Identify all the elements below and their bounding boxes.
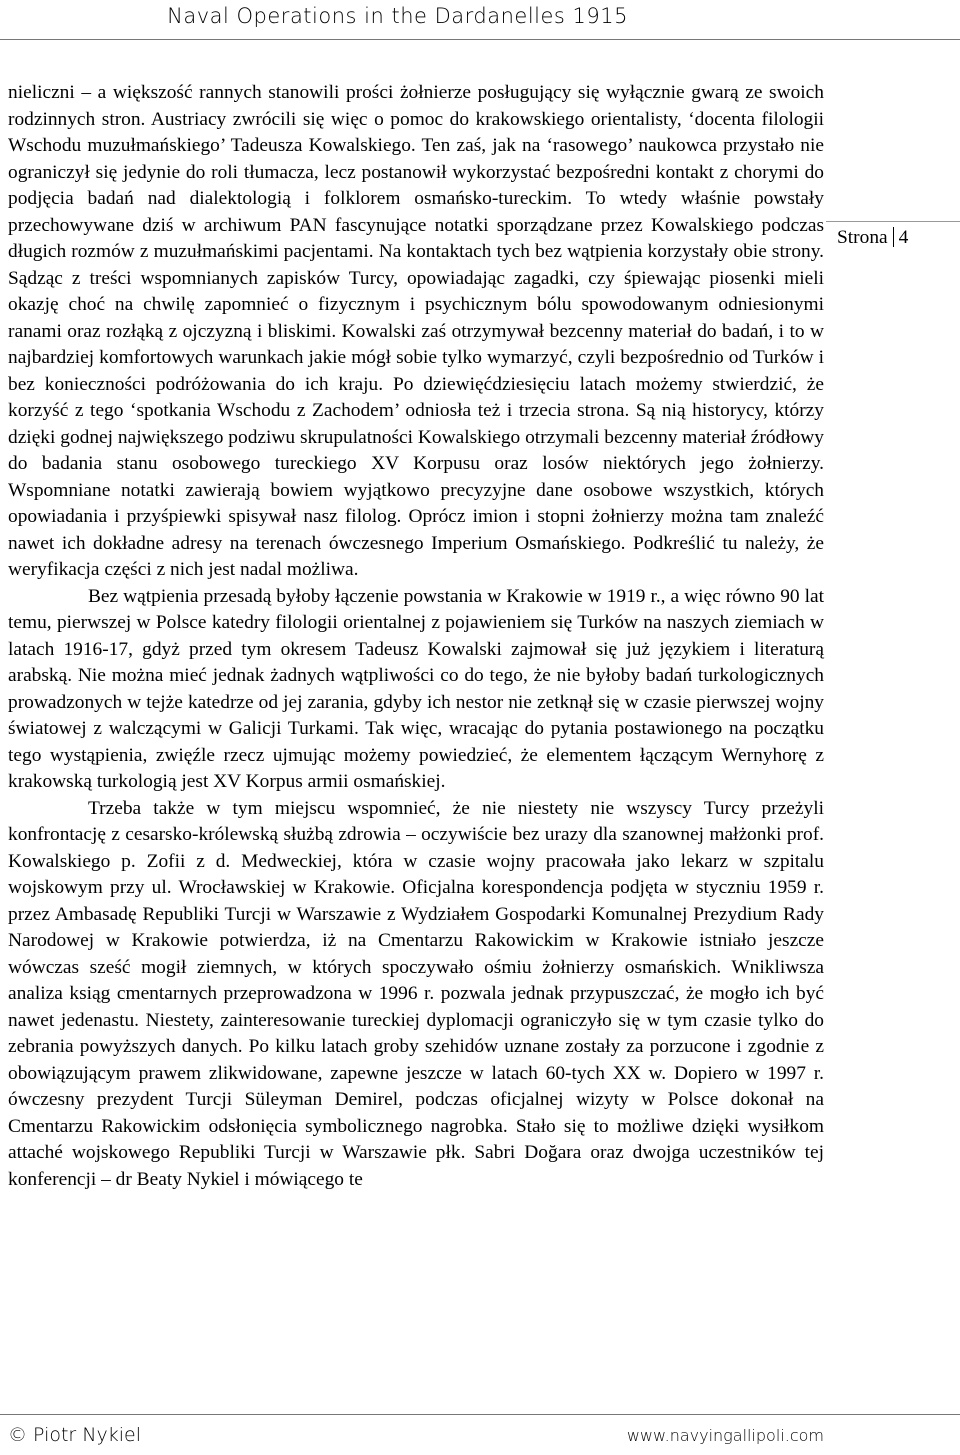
paragraph-3: Trzeba także w tym miejscu wspomnieć, że nie niestety nie wszyscy Turcy przeżyli konfrontację z cesarsko-królewską służbą zdrowia – oczywiście bez urazy dla szanownej małżonki prof. Kowalskiego p. Zofii z d. Medweckiej, która w czasie wojny pracowała jako lekarz w szpitalu wojskowym przy ul. Wrocławskiej w Krakowie. Oficjalna korespondencja podjęta w styczniu 1959 r. przez Ambasadę Republiki Turcji w Warszawie z Wydziałem Gospodarki Komunalnej Prezydium Rady Narodowej w Krakowie potwierdza, iż na Cmentarzu Rakowickim w Krakowie istniało jeszcze wówczas sześć mogił ziemnych, w których spoczywało ośmiu żołnierzy osmańskich. Wnikliwsza analiza ksiąg cmentarnych przeprowadzona w 1996 r. pozwala jednak przypuszczać, że mogło ich być nawet jedenastu. Niestety, zainteresowanie tureckiej dyplomacji ograniczyło się w tym czasie tylko do zebrania powyższych danych. Po kilku latach groby szehidów uznane zostały za porzucone i zgodnie z obowiązującym prawem zlikwidowane, zapewne jeszcze w latach 60-tych XX w. Dopiero w 1997 r. ówczesny prezydent Turcji Süleyman Demirel, podczas oficjalnej wizyty w Polsce dokonał na Cmentarzu Rakowickim odsłonięcia symbolicznego nagrobka. Stało się to możliwe dzięki wysiłkom attaché wojskowego Republiki Turcji w Warszawie płk. Sabri Doğara oraz dwojga uczestników tej konferencji – dr Beaty Nykiel i mówiącego te — [8, 797, 824, 1190]
paragraph-1: nieliczni – a większość rannych stanowili prości żołnierze posługujący się wyłącznie gwarą ze swoich rodzinnych stron. Austriacy zwrócili się więc o pomoc do krakowskiego orientalisty, ‘docenta filologii Wschodu muzułmańskiego’ Tadeusza Kowalskiego. Ten zaś, jak na ‘rasowego’ naukowca przystało nie ograniczył się jedynie do roli tłumacza, lecz postanowił wykorzystać bezpośredni kontakt z chorymi do podjęcia badań nad dialektologią i folklorem osmańsko-tureckim. To wtedy właśnie powstały przechowywane dziś w archiwum PAN fascynujące notatki sporządzane przez Kowalskiego podczas długich rozmów z muzułmańskimi pacjentami. Na kontaktach tych bez wątpienia korzystały obie strony. Sądząc z treści wspomnianych zapisków Turcy, opowiadając zagadki, czy śpiewając piosenki mieli okazję choć na chwilę zapomnieć o fizycznym i psychicznym bólu spowodowanym odniesionymi ranami oraz rozłąką z ojczyzną i bliskimi. Kowalski zaś otrzymywał bezcenny materiał do badań, i to w najbardziej komfortowych warunkach jakie mógł sobie tylko wymarzyć, czyli bezpośrednio od Turków i bez konieczności podróżowania do ich kraju. Po dziewięćdziesięciu latach możemy stwierdzić, że korzyść z tego ‘spotkania Wschodu z Zachodem’ odniosła też i trzecia strona. Są nią historycy, którzy dzięki godnej największego podziwu skrupulatności Kowalskiego otrzymali bezcenny materiał źródłowy do badania stanu osobowego tureckiego XV Korpusu oraz losów niektórych jego żołnierzy. Wspomniane notatki zawierają bowiem wyjątkowo precyzyjne dane osobowe wszystkich, których opowiadania i przyśpiewki spisywał nasz filolog. Oprócz imion i stopni żołnierzy można tam znaleźć nawet ich dokładne adresy na terenach ówczesnego Imperium Osmańskiego. Podkreślić tu należy, że weryfikacja części z nich jest nadal możliwa. — [8, 82, 824, 580]
page-number-label — [837, 227, 908, 249]
footer-author: © Piotr Nykiel — [8, 1424, 141, 1446]
page-number-divider — [826, 221, 960, 222]
paragraph-2: Bez wątpienia przesadą byłoby łączenie powstania w Krakowie w 1919 r., a więc równo 90 lat temu, pierwszej w Polsce katedry filologii orientalnej z pojawieniem się Turków na naszych ziemiach w latach 1916-17, gdyż przed tym okresem Tadeusz Kowalski zajmował się już językiem i literaturą arabską. Nie można mieć jednak żadnych wątpliwości co do tego, że nie byłoby badań turkologicznych prowadzonych w tejże katedrze od jej zarania, gdyby ich nestor nie zetknął się w czasie pierwszej wojny światowej z walczącymi w Galicji Turkami. Tak więc, wracając do pytania postawionego na początku tego wystąpienia, zwięźle rzecz ujmując możemy powiedzieć, że elementem łączącym Wernyhorę z krakowską turkologią jest XV Korpus armii osmańskiej. — [8, 585, 824, 792]
running-header: Naval Operations in the Dardanelles 1915 — [167, 4, 628, 28]
footer-website: www.navyingallipoli.com — [626, 1426, 824, 1445]
footer-divider — [0, 1414, 960, 1415]
page-number-separator — [893, 227, 894, 247]
body-text — [8, 80, 824, 1193]
header-divider — [0, 39, 960, 40]
page-number: 4 — [898, 227, 909, 248]
page-word: Strona — [837, 227, 888, 248]
